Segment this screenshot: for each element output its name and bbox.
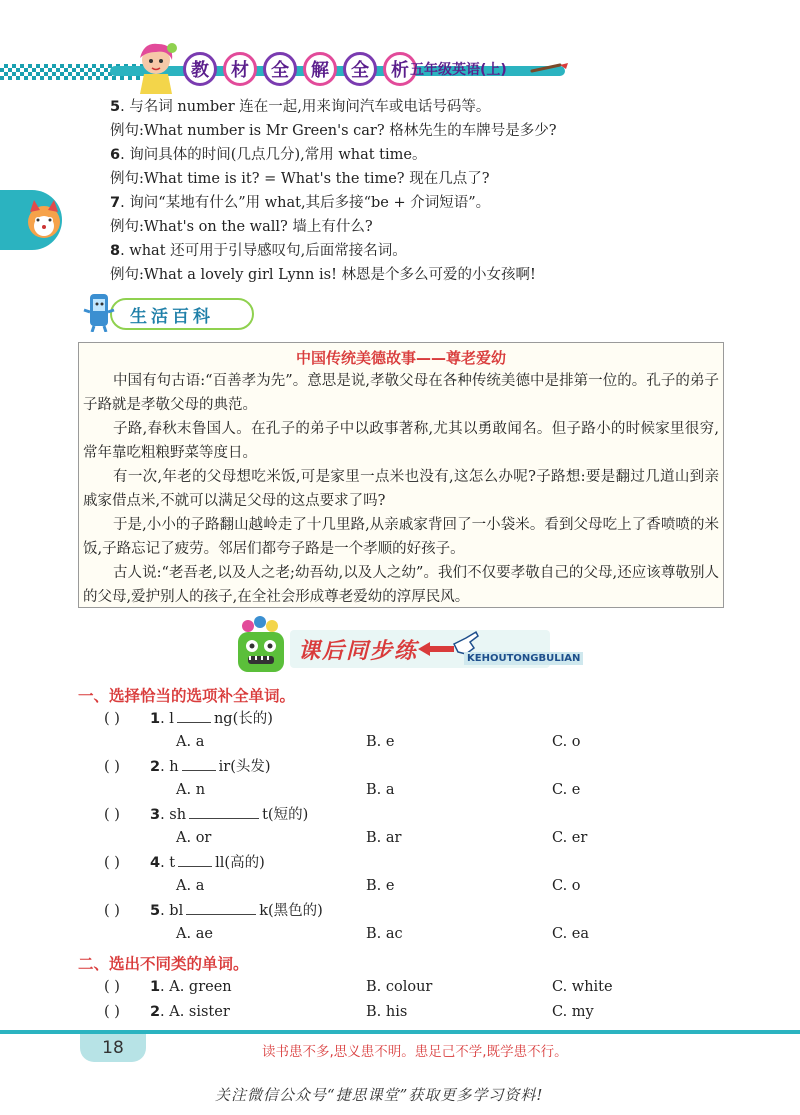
usage-item: 5. 与名词 number 连在一起,用来询问汽车或电话号码等。: [110, 99, 491, 115]
question-text: 5. bl k(黑色的): [150, 900, 323, 922]
option-a[interactable]: A. a: [176, 878, 205, 894]
option-a[interactable]: A. a: [176, 734, 205, 750]
book-title: [183, 52, 417, 86]
page-number: 18: [80, 1034, 146, 1062]
answer-paren[interactable]: ( ): [104, 1004, 120, 1020]
option-c[interactable]: C. ea: [552, 926, 590, 942]
option-a[interactable]: A. n: [176, 782, 206, 798]
watermark: 关注微信公众号“捷思课堂”获取更多学习资料!: [215, 1086, 544, 1104]
fill-blank[interactable]: [189, 804, 259, 819]
usage-example: 例句:What a lovely girl Lynn is! 林恩是个多么可爱的小女孩啊!: [110, 267, 536, 283]
question-text: 4. t ll(高的): [150, 852, 265, 874]
book-subtitle: 五年级英语(上): [410, 62, 507, 78]
option-c[interactable]: C. er: [552, 830, 588, 846]
answer-paren[interactable]: ( ): [104, 855, 120, 871]
usage-item: 6. 询问具体的时间(几点几分),常用 what time。: [110, 147, 427, 163]
title-char: 教: [183, 52, 217, 86]
page-header: [0, 40, 800, 100]
option-a[interactable]: A. or: [176, 830, 212, 846]
question-text: 2. h ir(头发): [150, 756, 271, 778]
story-paragraph: 子路,春秋末鲁国人。在孔子的弟子中以政事著称,尤其以勇敢闻名。但子路小的时候家里很穷,常年靠吃粗粮野菜等度日。: [83, 421, 719, 461]
usage-item: 7. 询问“某地有什么”用 what,其后多接“be + 介词短语”。: [110, 195, 491, 211]
option-b[interactable]: B. e: [366, 734, 395, 750]
practice-banner: [230, 616, 580, 678]
option-a[interactable]: . A. green: [160, 979, 232, 995]
banner-pinyin: KEHOUTONGBULIAN: [464, 652, 583, 665]
title-char: 析: [383, 52, 417, 86]
story-paragraph: 有一次,年老的父母想吃米饭,可是家里一点米也没有,这怎么办呢?子路想:要是翻过几道山到亲戚家借点米,不就可以满足父母的这点要求了吗?: [83, 469, 719, 509]
question-number: 2: [150, 1004, 161, 1020]
fill-blank[interactable]: [177, 708, 211, 723]
option-a[interactable]: . A. sister: [160, 1004, 230, 1020]
story-paragraph: 中国有句古语:“百善孝为先”。意思是说,孝敬父母在各种传统美德中是排第一位的。孔子的弟子子路就是孝敬父母的典范。: [83, 373, 719, 413]
story-title: 中国传统美德故事——尊老爱幼: [295, 349, 506, 367]
banner-text: 课后同步练: [298, 639, 419, 664]
question-text: 1. l ng(长的): [150, 708, 273, 730]
title-char: 全: [343, 52, 377, 86]
question-number: 1: [150, 979, 161, 995]
title-char: 解: [303, 52, 337, 86]
answer-paren[interactable]: ( ): [104, 903, 120, 919]
story-box: [78, 342, 724, 608]
answer-paren[interactable]: ( ): [104, 807, 120, 823]
usage-item: 8. what 还可用于引导感叹句,后面常接名词。: [110, 243, 407, 259]
option-c[interactable]: C. o: [552, 734, 581, 750]
option-b[interactable]: B. colour: [366, 979, 433, 995]
question-text: 3. sh t(短的): [150, 804, 308, 826]
option-b[interactable]: B. ac: [366, 926, 403, 942]
usage-example: 例句:What's on the wall? 墙上有什么?: [110, 219, 373, 235]
option-b[interactable]: B. a: [366, 782, 395, 798]
footer-motto: 读书患不多,思义患不明。患足己不学,既学患不行。: [262, 1044, 568, 1060]
monster-mascot-icon: [230, 616, 292, 678]
answer-paren[interactable]: ( ): [104, 979, 120, 995]
option-b[interactable]: B. his: [366, 1004, 408, 1020]
girl-mascot-icon: [132, 40, 180, 96]
story-paragraph: 于是,小小的子路翻山越岭走了十几里路,从亲戚家背回了一小袋米。看到父母吃上了香喷喷的米饭,子路忘记了疲劳。邻居们都夸子路是一个孝顺的好孩子。: [83, 517, 719, 557]
option-c[interactable]: C. white: [552, 979, 613, 995]
answer-paren[interactable]: ( ): [104, 759, 120, 775]
title-char: 全: [263, 52, 297, 86]
answer-paren[interactable]: ( ): [104, 711, 120, 727]
brush-icon: [530, 61, 570, 75]
phone-mascot-icon: [80, 290, 120, 332]
option-c[interactable]: C. e: [552, 782, 581, 798]
fill-blank[interactable]: [182, 756, 216, 771]
option-b[interactable]: B. e: [366, 878, 395, 894]
life-section-heading: [80, 290, 260, 332]
section-title: 二、选出不同类的单词。: [78, 955, 249, 973]
section-title: 一、选择恰当的选项补全单词。: [78, 687, 296, 705]
option-c[interactable]: C. o: [552, 878, 581, 894]
heading-text: 生活百科: [130, 307, 214, 327]
option-a[interactable]: A. ae: [176, 926, 213, 942]
usage-example: 例句:What number is Mr Green's car? 格林先生的车牌号是多少?: [110, 123, 557, 139]
usage-example: 例句:What time is it? = What's the time? 现在几点了?: [110, 171, 490, 187]
story-paragraph: 古人说:“老吾老,以及人之老;幼吾幼,以及人之幼”。我们不仅要孝敬自己的父母,还应该尊敬别人的父母,爱护别人的孩子,在全社会形成尊老爱幼的淳厚民风。: [83, 565, 719, 605]
fill-blank[interactable]: [186, 900, 256, 915]
title-char: 材: [223, 52, 257, 86]
fox-mascot-icon: [22, 198, 66, 242]
option-b[interactable]: B. ar: [366, 830, 402, 846]
fill-blank[interactable]: [178, 852, 212, 867]
option-c[interactable]: C. my: [552, 1004, 594, 1020]
